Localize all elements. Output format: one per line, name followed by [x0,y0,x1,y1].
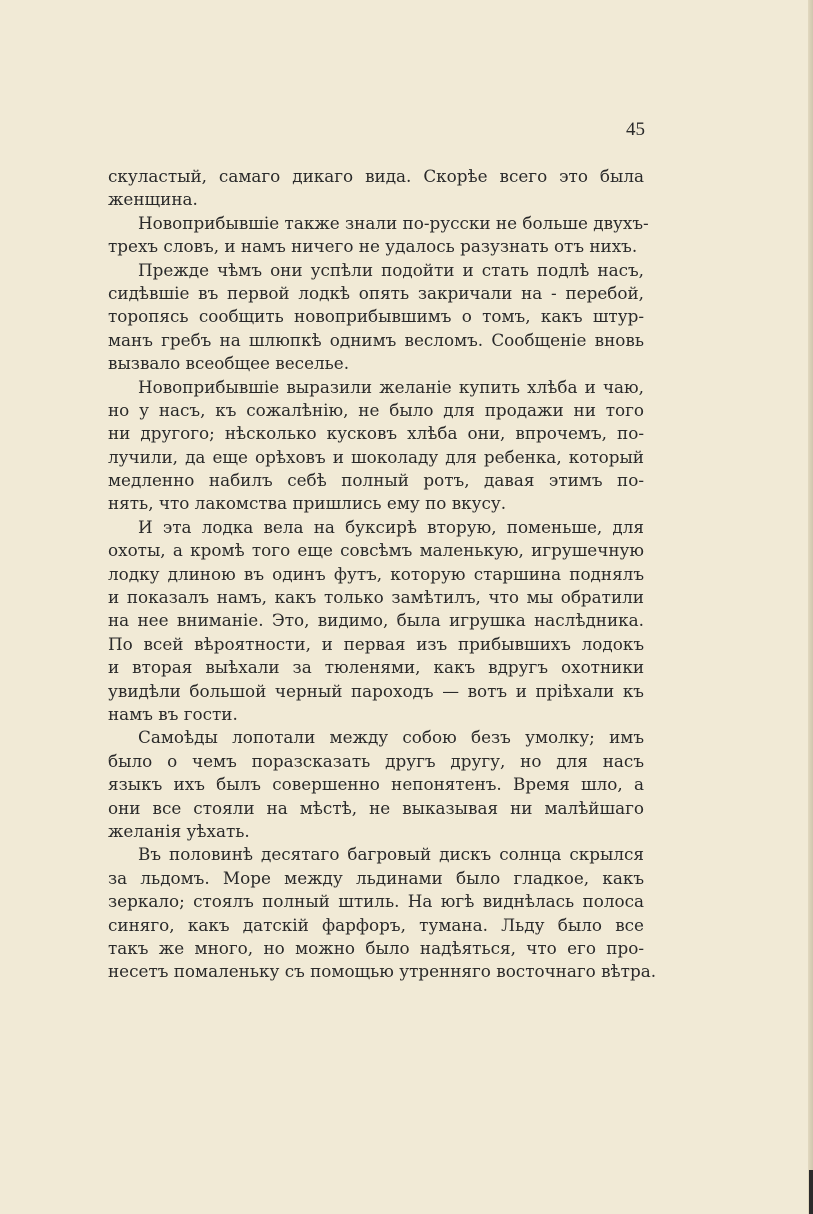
page-edge-shadow [809,1170,813,1214]
text-line: языкъ ихъ былъ совершенно непонятенъ. Время шло, а [108,774,644,795]
text-line: Новоприбывшіе также знали по-русски не больше двухъ- [138,212,649,233]
page-edge [808,0,813,1214]
paragraph [108,212,649,259]
text-line: торопясь сообщить новоприбывшимъ о томъ, какъ штур- [108,306,644,327]
text-line: нять, что лакомства пришлись ему по вкусу. [108,493,507,514]
text-line: женщина. [108,189,198,210]
text-line: они все стояли на мѣстѣ, не выказывая ни малѣйшаго [108,797,644,818]
page-number: 45 [626,119,645,140]
text-line: трехъ словъ, и намъ ничего не удалось разузнать отъ нихъ. [108,236,638,257]
text-line: сидѣвшіе въ первой лодкѣ опять закричали на - перебой, [108,282,644,303]
text-line: Новоприбывшіе выразили желаніе купить хлѣба и чаю, [138,376,644,397]
paragraph [108,259,644,376]
paragraph [108,516,644,727]
text-line: медленно набилъ себѣ полный ротъ, давая этимъ по- [108,470,644,491]
paragraph [108,376,644,516]
text-line: ни другого; нѣсколько кусковъ хлѣба они, впрочемъ, по- [108,423,644,444]
text-line: и показалъ намъ, какъ только замѣтилъ, что мы обратили [108,587,644,608]
text-line: несетъ помаленьку съ помощью утренняго восточнаго вѣтра. [108,961,657,982]
text-line: По всей вѣроятности, и первая изъ прибывшихъ лодокъ [108,633,644,654]
text-line: И эта лодка вела на буксирѣ вторую, поменьше, для [138,516,644,537]
text-line: было о чемъ поразсказать другъ другу, но для насъ [108,750,644,771]
text-line: Въ половинѣ десятаго багровый дискъ солнца скрылся [138,844,644,865]
text-line: и вторая выѣхали за тюленями, какъ вдругъ охотники [108,657,644,678]
text-line: вызвало всеобщее веселье. [108,353,350,374]
text-line: такъ же много, но можно было надѣяться, что его про- [108,937,644,958]
text-line: синяго, какъ датскій фарфоръ, тумана. Льду было все [108,914,644,935]
text-line: за льдомъ. Море между льдинами было гладкое, какъ [108,867,644,888]
text-line: на нее вниманіе. Это, видимо, была игрушка наслѣдника. [108,610,644,631]
text-line: увидѣли большой черный пароходъ — вотъ и пріѣхали къ [108,680,644,701]
body-text [108,165,657,984]
text-line: зеркало; стоялъ полный штиль. На югѣ виднѣлась полоса [108,891,644,912]
paragraph [108,843,657,983]
text-line: лучили, да еще орѣховъ и шоколаду для ребенка, который [108,446,644,467]
text-line: манъ гребъ на шлюпкѣ однимъ весломъ. Сообщеніе вновь [108,329,644,350]
text-line: охоты, а кромѣ того еще совсѣмъ маленькую, игрушечную [108,540,644,561]
text-line: Прежде чѣмъ они успѣли подойти и стать подлѣ насъ, [138,259,644,280]
paragraph [108,726,644,843]
text-line: лодку длиною въ одинъ футъ, которую старшина поднялъ [108,563,644,584]
text-line: намъ въ гости. [108,703,238,724]
text-line: Самоѣды лопотали между собою безъ умолку; имъ [138,727,644,748]
text-line: желанія уѣхать. [108,820,250,841]
paragraph [108,165,644,212]
text-line: скуластый, самаго дикаго вида. Скорѣе всего это была [108,166,644,186]
text-line: но у насъ, къ сожалѣнію, не было для продажи ни того [108,399,644,420]
